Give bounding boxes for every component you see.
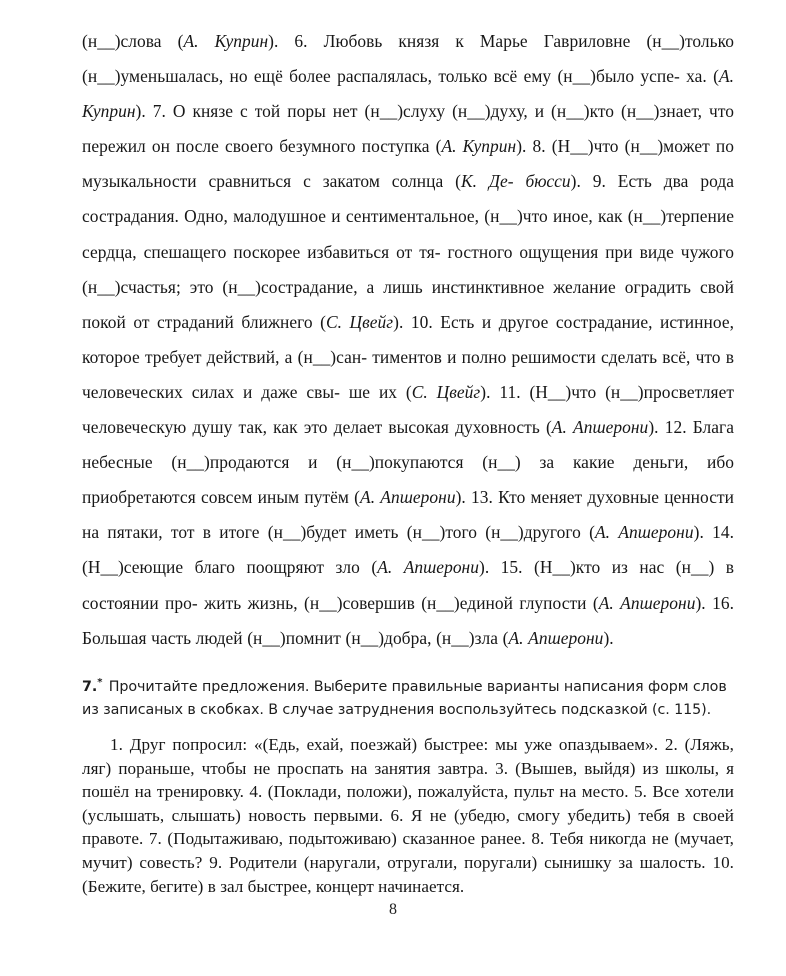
exercise-sentences-block [82, 24, 734, 656]
sentence-line-18: жить жизнь, (н__)совершив (н__)единой глупости (А. Апшерони). 16. Большая [82, 592, 734, 648]
task-item-2: 2. (Ляжь, ляг) пораньше, чтобы не проспать на занятия завтра. [82, 735, 734, 778]
exercise-7-task-list [82, 733, 734, 898]
sentence-line-11: тиментов и полно решимости сделать всё, что в человеческих силах и даже свы- [82, 346, 734, 402]
sentence-line-5: 8. (Н__)что (н__)может по музыкальности сравниться с закатом солнца (К. Де- [82, 136, 734, 192]
exercise-star-marker: * [97, 677, 103, 689]
task-item-4: 4. (Поклади, положи), пожалуйста, пульт на место. [249, 782, 629, 802]
task-item-5: 5. Все хотели (услышать, слышать) новость первыми. [82, 782, 734, 825]
sentence-line-13: делает высокая духовность (А. Апшерони). 12. Блага небесные (н__)продаются [82, 417, 735, 473]
sentence-line-17: благо поощряют зло (А. Апшерони). 15. (Н__)кто из нас (н__) в состоянии про- [82, 557, 734, 613]
sentence-line-9: инстинктивное желание оградить свой покой от страданий ближнего (С. Цвейг). [82, 276, 735, 332]
exercise-7-heading [82, 676, 734, 721]
sentence-line-12: ше их (С. Цвейг). 11. (Н__)что (н__)просветляет человеческую душу так, как это [82, 381, 735, 438]
sentence-line-6: бюсси). 9. Есть два рода сострадания. Одно, малодушное и сентиментальное, [82, 171, 734, 227]
task-item-10: 10. (Бежите, бегите) в зал быстрее, концерт начинается. [82, 852, 734, 896]
sentence-line-1: (н__)слова (А. Куприн). 6. Любовь князя к Марье Гавриловне (н__)только [82, 31, 734, 51]
task-item-9: 9. Родители (наругали, отругали, поругали) сынишку за шалость. [209, 852, 706, 872]
sentence-line-2: (н__)уменьшалась, но ещё более распалялась, только всё ему (н__)было успе- [82, 66, 687, 87]
sentence-line-14: и (н__)покупаются (н__) за какие деньги, ибо приобретаются совсем иным [82, 452, 735, 508]
sentence-line-4: (н__)знает, что пережил он после своего безумного поступка (А. Куприн). [82, 101, 734, 157]
sentence-line-3: ха. (А. Куприн). 7. О князе с той поры нет (н__)слуху (н__)духу, и (н__)кто [82, 66, 735, 122]
task-item-3: 3. (Вышев, выйдя) из школы, я пошёл на тренировку. [82, 758, 734, 802]
sentence-line-15: путём (А. Апшерони). 13. Кто меняет духовные ценности на пятаки, тот в итоге [82, 487, 734, 543]
task-item-1: 1. Друг попросил: «(Едь, ехай, поезжай) быстрее: мы уже опаздываем». [110, 735, 659, 754]
task-item-6: 6. Я не (убедю, смогу убедить) тебя в своей правоте. [82, 805, 734, 849]
sentence-line-10: 10. Есть и другое сострадание, истинное, которое требует действий, а (н__)сан- [82, 311, 734, 367]
exercise-instruction: Прочитайте предложения. Выберите правильные варианты написания форм слов из записаных в скобках. В случае затруднения воспользуйтесь подсказкой (с. 115). [82, 679, 727, 718]
sentence-line-8: гостного ощущения при виде чужого (н__)счастья; это (н__)сострадание, а лишь [82, 241, 734, 297]
task-item-7: 7. (Подытаживаю, подытоживаю) сказанное ранее. [148, 829, 526, 849]
sentence-line-7: (н__)что иное, как (н__)терпение сердца, спешащего поскорее избавиться от тя- [82, 206, 734, 262]
task-item-8: 8. Тебя никогда не (мучает, мучит) совесть? [82, 829, 734, 872]
exercise-number: 7. [82, 679, 98, 695]
page-number: 8 [389, 901, 397, 918]
exercise-sentences-paragraph [82, 24, 734, 656]
sentence-line-16: (н__)будет иметь (н__)того (н__)другого (А. Апшерони). 14. (Н__)сеющие [82, 522, 734, 578]
sentence-line-19: часть людей (н__)помнит (н__)добра, (н__)зла (А. Апшерони). [151, 627, 614, 648]
